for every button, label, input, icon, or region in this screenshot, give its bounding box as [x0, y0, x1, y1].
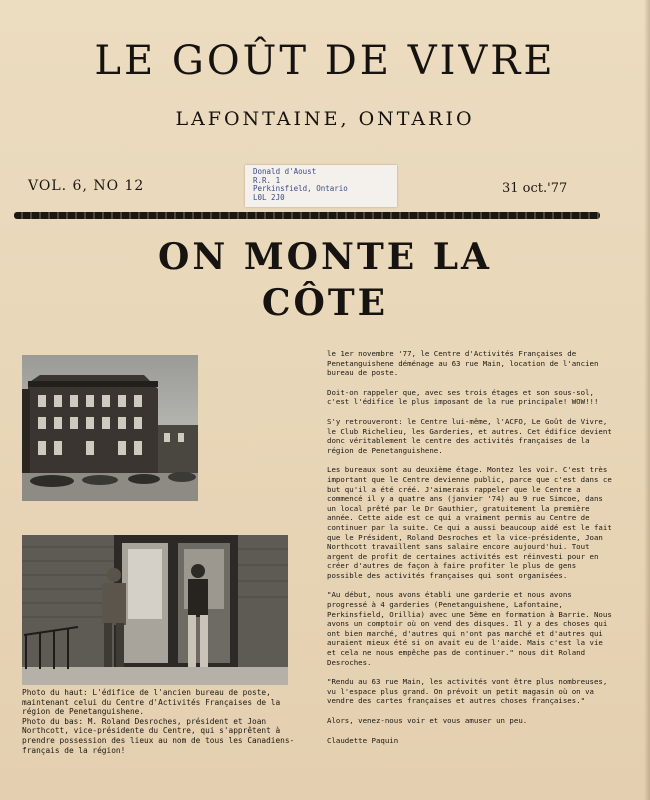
- photo-building: [22, 355, 198, 501]
- mailing-label-name: Donald d'Aoust: [253, 167, 317, 176]
- headline-line-2: CÔTE: [261, 282, 389, 324]
- article-body: [327, 349, 612, 755]
- article-paragraph-1: le 1er novembre '77, le Centre d'Activités Françaises de Penetanguishene déménage au 63 rue Main, location de l'ancien bureau de poste.: [327, 349, 599, 378]
- building-photo-image: [22, 355, 198, 501]
- mailing-label-route: R.R. 1: [253, 175, 281, 185]
- caption-top: Photo du haut: L'édifice de l'ancien bureau de poste, maintenant celui du Centre d'Activités Françaises de la région de Penetanguishene.: [22, 688, 281, 717]
- article-paragraph-6: "Rendu au 63 rue Main, les activités vont être plus nombreuses, vu l'espace plus grand. On prévoit un petit magasin où on va vendre des cartes françaises et autres choses françaises.": [327, 677, 608, 706]
- issue-date: 31 oct.'77: [502, 181, 568, 196]
- caption-bottom: Photo du bas: M. Roland Desroches, président et Joan Northcott, vice-présidente du Centre, qui s'apprêtent à prendre possession des lieux au nom de tous les Canadiens-français de la région!: [22, 716, 295, 755]
- article-signature: Claudette Paquin: [327, 735, 399, 745]
- article-paragraph-7: Alors, venez-nous voir et vous amuser un peu.: [327, 716, 528, 725]
- masthead-subtitle: LAFONTAINE, ONTARIO: [175, 108, 475, 130]
- headline: [0, 234, 650, 326]
- article-paragraph-2: Doit-on rappeler que, avec ses trois étages et son sous-sol, c'est l'édifice le plus imposant de la rue principale! WOW!!!: [327, 387, 599, 407]
- decorative-rule: [14, 212, 600, 219]
- mailing-label-town: Perkinsfield, Ontario: [253, 184, 348, 194]
- mailing-label: [245, 165, 397, 207]
- article-paragraph-3: S'y retrouveront: le Centre lui-même, l'ACFO, Le Goût de Vivre, le Club Richelieu, les Garderies, et autres. Cet édifice devient donc véritablement le centre des activités françaises de la région de Penetanguishene.: [327, 416, 612, 455]
- mailing-label-postal: L0L 2J0: [253, 192, 285, 202]
- masthead-title: LE GOÛT DE VIVRE: [94, 38, 556, 84]
- entrance-photo-image: [22, 535, 288, 685]
- article-paragraph-5: "Au début, nous avons établi une garderie et nous avons progressé à 4 garderies (Penetanguishene, Lafontaine, Perkinsfield, Orillia) avec une 5ème en formation à Barrie. Nous avons un comptoir où on vend des disques. Il y a des choses qui ont bien marché, d'autres qui n'ont pas marché et d'autres qui auraient mieux été si on avait eu de l'aide. Mais c'est la vie et cela ne nous empêche pas de continuer." nous dit Roland Desroches.: [327, 590, 612, 667]
- article-paragraph-4: Les bureaux sont au deuxième étage. Montez les voir. C'est très important que le Centre devienne public, parce que c'est dans ce but qu'il a été créé. J'aimerais rappeler que le Centre a commencé il y a quatre ans (janvier '74) au 9 rue Simcoe, dans un local prêté par le Dr Gauthier, gratuitement la première année. Cette aide est ce qui a vraiment permis au Centre de continuer par la suite. Ce qui a aussi beaucoup aidé est le fait que le Président, Roland Desroches et la vice-présidente, Joan Northcott travaillent sans salaire encore aujourd'hui. Tout argent de profit de certaines activités est réinvesti pour en créer d'autres de façon à faire profiter le plus de gens possible des activités françaises qui sont organisées.: [327, 465, 612, 580]
- headline-line-1: ON MONTE LA: [158, 236, 492, 278]
- photo-entrance: [22, 535, 288, 685]
- photo-caption: [22, 688, 298, 755]
- issue-volume: VOL. 6, NO 12: [28, 178, 145, 194]
